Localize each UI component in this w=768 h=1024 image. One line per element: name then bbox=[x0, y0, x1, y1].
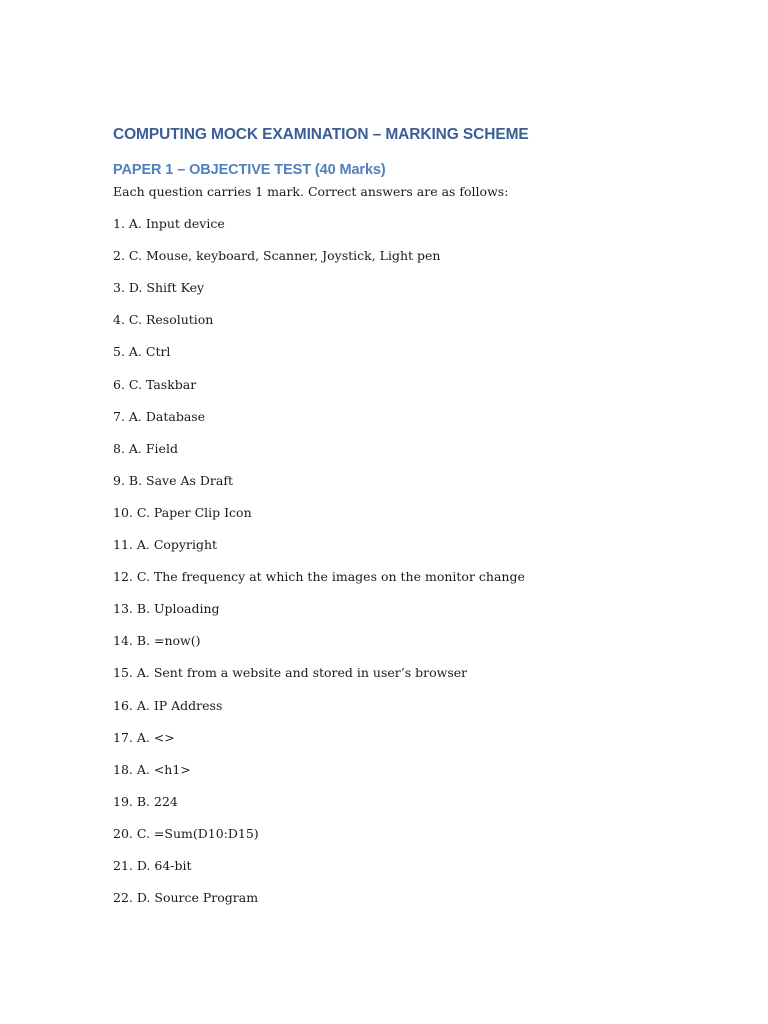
answer-item: 4. C. Resolution bbox=[113, 312, 214, 328]
answer-item: 21. D. 64-bit bbox=[113, 857, 192, 873]
answer-item: 2. C. Mouse, keyboard, Scanner, Joystick, Light pen bbox=[113, 248, 441, 264]
answer-item: 18. A. <h1> bbox=[113, 761, 191, 777]
answer-item: 16. A. IP Address bbox=[113, 697, 223, 713]
answer-item: 3. D. Shift Key bbox=[113, 280, 205, 296]
answer-item: 17. A. <> bbox=[113, 729, 175, 745]
answer-item: 20. C. =Sum(D10:D15) bbox=[113, 825, 259, 841]
answer-item: 13. B. Uploading bbox=[113, 601, 220, 617]
answer-item: 6. C. Taskbar bbox=[113, 376, 197, 392]
answer-item: 8. A. Field bbox=[113, 440, 178, 456]
answer-item: 11. A. Copyright bbox=[113, 537, 218, 553]
answer-item: 19. B. 224 bbox=[113, 793, 178, 809]
answer-item: 1. A. Input device bbox=[113, 216, 225, 232]
section-heading: PAPER 1 – OBJECTIVE TEST (40 Marks) bbox=[113, 162, 386, 178]
document-body bbox=[113, 124, 713, 907]
answer-item: 14. B. =now() bbox=[113, 633, 201, 649]
answer-item: 10. C. Paper Clip Icon bbox=[113, 504, 252, 520]
document-title: COMPUTING MOCK EXAMINATION – MARKING SCHEME bbox=[113, 126, 529, 143]
intro-text: Each question carries 1 mark. Correct answers are as follows: bbox=[113, 184, 509, 199]
answer-item: 22. D. Source Program bbox=[113, 890, 259, 906]
answer-item: 15. A. Sent from a website and stored in user’s browser bbox=[113, 665, 468, 681]
answer-item: 5. A. Ctrl bbox=[113, 344, 171, 360]
answer-item: 12. C. The frequency at which the images on the monitor change bbox=[113, 569, 525, 585]
answer-item: 9. B. Save As Draft bbox=[113, 472, 233, 488]
answer-item: 7. A. Database bbox=[113, 408, 206, 424]
answer-list bbox=[113, 215, 713, 907]
